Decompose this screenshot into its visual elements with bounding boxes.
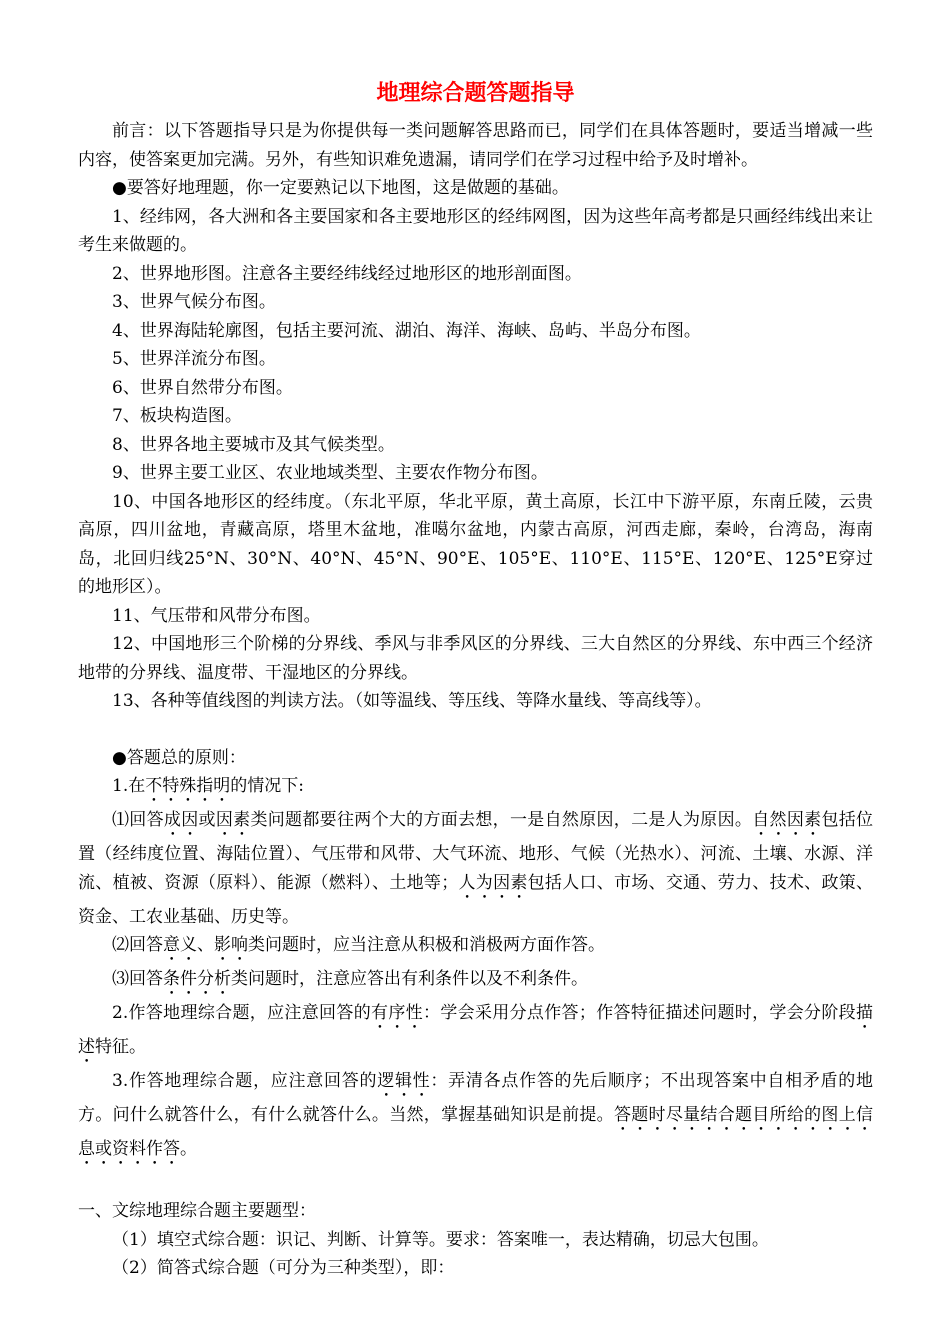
emphasis-text: 因素	[215, 810, 251, 830]
text-run: 。	[180, 1139, 197, 1159]
map-item-3: 3、世界气候分布图。	[112, 292, 276, 312]
text-run: ⑴回答	[112, 810, 164, 830]
map-item-7: 7、板块构造图。	[112, 406, 242, 426]
text-run: 特征。	[95, 1037, 146, 1057]
intro-paragraph: 前言：以下答题指导只是为你提供每一类问题解答思路而已，同学们在具体答题时，要适当增减一些内容，使答案更加完满。另外，有些知识难免遗漏，请同学们在学习过程中给予及时增补。	[78, 121, 873, 170]
text-run: ：弄清各点作答的先后顺序；不出现答案中自相矛盾的地方。问什么就答什么，有什么就答什么。当然，掌握基础知识是前提。	[78, 1071, 874, 1125]
map-item-1: 1、经纬网，各大洲和各主要国家和各主要地形区的经纬网图，因为这些年高考都是只画经纬线出来让考生来做题的。	[78, 206, 873, 255]
text-run: 或	[198, 810, 216, 830]
emphasis-text: 有序性	[371, 1003, 423, 1023]
emphasis-text: 人为因素	[458, 872, 528, 893]
map-item-8: 8、世界各地主要城市及其气候类型。	[112, 434, 395, 455]
text-run: 的情况下:	[230, 776, 304, 796]
text-run: 类问题时，应当注意从积极和消极两方面作答。	[248, 935, 605, 955]
map-item-12: 12、中国地形三个阶梯的分界线、季风与非季风区的分界线、三大自然区的分界线、东中西三个经济地带的分界线、温度带、干湿地区的分界线。	[78, 634, 873, 683]
text-run: 1.在	[112, 776, 146, 796]
text-run: ⑶回答	[112, 969, 163, 989]
emphasis-text: 答题时尽量结合题目所给的图上信息或资料作答	[78, 1105, 874, 1159]
maps-heading: ●要答好地理题，你一定要熟记以下地图，这是做题的基础。	[112, 178, 569, 198]
emphasis-text: 意义	[163, 935, 197, 955]
map-item-4: 4、世界海陆轮廓图，包括主要河流、湖泊、海洋、海峡、岛屿、半岛分布图。	[112, 320, 701, 341]
spacer	[78, 716, 873, 744]
text-run: 包括人口、市场、交通、劳力、技术、政策、资金、工农业基础、历史等。	[78, 872, 874, 927]
text-run: 、	[197, 935, 214, 955]
question-type-2: （2）简答式综合题（可分为三种类型），即：	[112, 1258, 455, 1278]
map-item-9: 9、世界主要工业区、农业地域类型、主要农作物分布图。	[112, 463, 548, 483]
map-item-13: 13、各种等值线图的判读方法。（如等温线、等压线、等降水量线、等高线等）。	[112, 691, 712, 711]
principle-1	[78, 772, 873, 806]
emphasis-text: 不特殊指明	[145, 776, 231, 796]
text-run: 类问题时，注意应答出有利条件以及不利条件。	[231, 969, 588, 989]
emphasis-text: 描述	[78, 1003, 874, 1057]
principles-heading: ●答题总的原则：	[112, 747, 246, 768]
text-run: 3.作答地理综合题，应注意回答的	[112, 1071, 378, 1091]
principle-2	[78, 999, 873, 1067]
emphasis-text: 逻辑性	[377, 1071, 431, 1091]
section-heading: 一、文综地理综合题主要题型：	[78, 1201, 316, 1221]
principle-1-1	[78, 806, 873, 931]
text-run: ⑵回答	[112, 935, 163, 955]
text-run: 类问题都要往两个大的方面去想，一是自然原因，二是人为原因。	[250, 810, 753, 830]
emphasis-text: 自然因素	[752, 810, 822, 830]
principle-1-3	[78, 965, 873, 999]
emphasis-text: 影响	[214, 935, 248, 955]
question-type-1: （1）填空式综合题：识记、判断、计算等。要求：答案唯一，表达精确，切忌大包围。	[112, 1229, 769, 1250]
map-item-10: 10、中国各地形区的经纬度。（东北平原，华北平原，黄土高原，长江中下游平原，东南丘陵，云贵高原，四川盆地，青藏高原，塔里木盆地，准噶尔盆地，内蒙古高原，河西走廊，秦岭，台湾岛，海南岛，北回归线25°N、30°N、40°N、45°N、90°E、105°E、110°E、115°E、120°E、125°E穿过的地形区）。	[78, 491, 873, 597]
emphasis-text: 成因	[163, 810, 199, 830]
page-title: 地理综合题答题指导	[376, 81, 575, 106]
text-run: 2.作答地理综合题，应注意回答的	[112, 1003, 372, 1023]
text-run: ：学会采用分点作答；作答特征描述问题时，学会分阶段	[423, 1003, 857, 1023]
map-item-6: 6、世界自然带分布图。	[112, 377, 293, 398]
spacer	[78, 1169, 873, 1197]
map-item-2: 2、世界地形图。注意各主要经纬线经过地形区的地形剖面图。	[112, 263, 582, 284]
text-run: 包括位置（经纬度位置、海陆位置）、气压带和风带、大气环流、地形、气候（光热水）、河流、土壤、水源、洋流、植被、资源（原料）、能源（燃料）、土地等；	[78, 810, 874, 893]
map-item-11: 11、气压带和风带分布图。	[112, 605, 321, 626]
map-item-5: 5、世界洋流分布图。	[112, 349, 276, 369]
emphasis-text: 条件分析	[163, 969, 231, 989]
principle-1-2	[78, 931, 873, 965]
document-page	[78, 78, 873, 1283]
principle-3	[78, 1067, 873, 1169]
